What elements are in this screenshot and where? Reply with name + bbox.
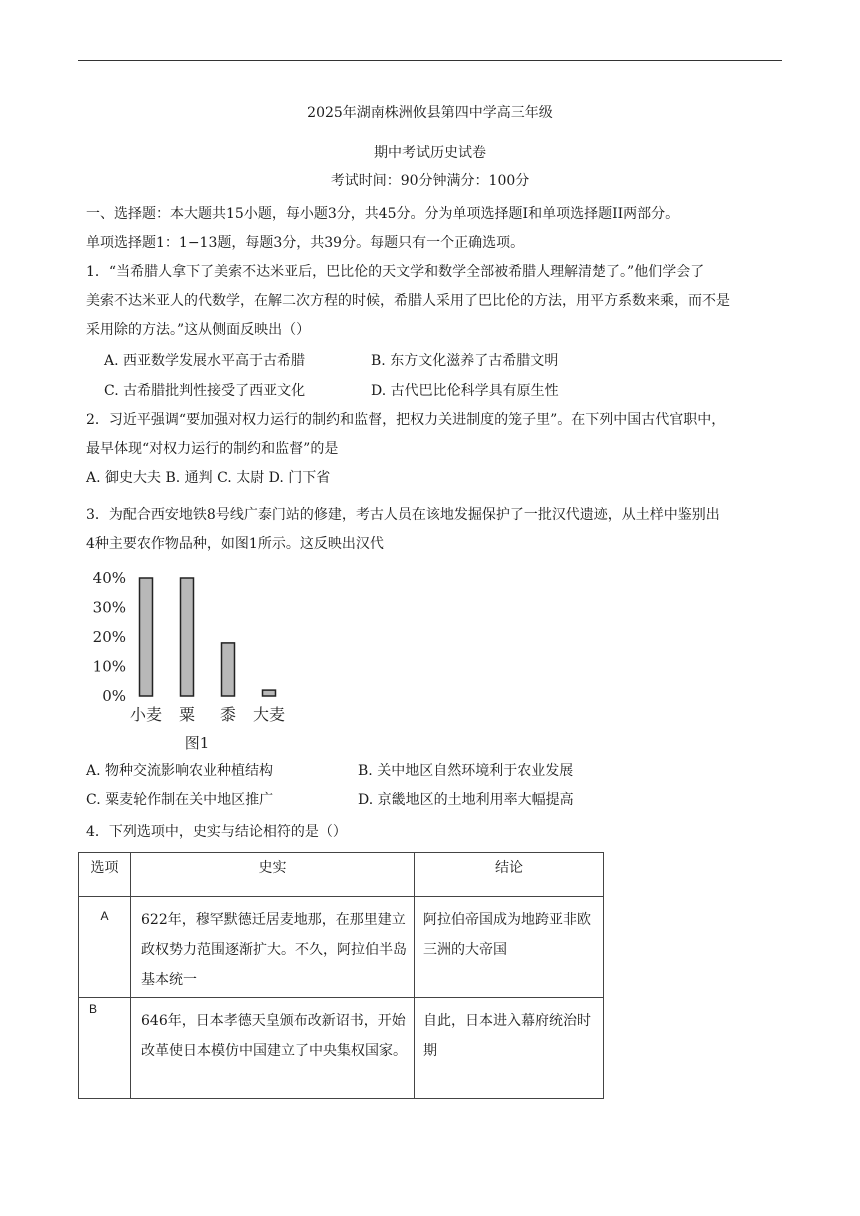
y-tick-label: 40% [92, 569, 126, 587]
table-header-row [79, 853, 604, 897]
q1-stem-line-2: 美索不达米亚人的代数学，在解二次方程的时候，希腊人采用了巴比伦的方法，用平方系数来乘，而不是 [86, 293, 730, 309]
q3-stem-line-1: 3．为配合西安地铁8号线广泰门站的修建，考古人员在该地发掘保护了一批汉代遗迹，从土样中鉴别出 [86, 507, 720, 523]
table-row [79, 897, 604, 998]
q2-stem-line-1: 2．习近平强调“要加强对权力运行的制约和监督，把权力关进制度的笼子里”。在下列中国古代官职中， [86, 412, 726, 428]
x-category-label: 黍 [219, 705, 237, 724]
y-tick-label: 0% [102, 687, 126, 705]
row-b-option: B [79, 998, 131, 1099]
header-conclusion: 结论 [415, 853, 604, 897]
q1-option-a[interactable]: A. 西亚数学发展水平高于古希腊 [104, 353, 306, 369]
q4-table [78, 852, 604, 1099]
exam-time-info: 考试时间：90分钟满分：100分 [330, 173, 530, 189]
x-category-label: 粟 [178, 705, 196, 724]
q3-stem-line-2: 4种主要农作物品种，如图1所示。这反映出汉代 [86, 536, 384, 552]
exam-title: 2025年湖南株洲攸县第四中学高三年级 [307, 105, 553, 121]
section-intro: 一、选择题：本大题共15小题，每小题3分，共45分。分为单项选择题I和单项选择题II两部分。 [86, 206, 680, 222]
q2-options[interactable]: A. 御史大夫 B. 通判 C. 太尉 D. 门下省 [86, 470, 331, 486]
q2-stem-line-2: 最早体现“对权力运行的制约和监督”的是 [86, 441, 339, 457]
q3-option-d[interactable]: D. 京畿地区的土地利用率大幅提高 [358, 792, 574, 808]
y-tick-label: 10% [92, 657, 126, 676]
bar-2 [222, 643, 235, 696]
q3-option-b[interactable]: B. 关中地区自然环境利于农业发展 [358, 763, 574, 779]
bar-0 [140, 578, 153, 696]
y-tick-label: 20% [92, 628, 126, 646]
q1-option-c[interactable]: C. 古希腊批判性接受了西亚文化 [104, 383, 306, 399]
q3-option-a[interactable]: A. 物种交流影响农业种植结构 [86, 763, 274, 779]
row-a-conclusion: 阿拉伯帝国成为地跨亚非欧三洲的大帝国 [415, 897, 604, 998]
y-tick-label: 30% [92, 598, 126, 617]
bar-1 [181, 578, 194, 696]
x-category-label: 小麦 [129, 705, 163, 724]
header-option: 选项 [79, 853, 131, 897]
x-category-label: 大麦 [252, 705, 286, 724]
q4-stem: 4．下列选项中，史实与结论相符的是（） [86, 824, 347, 840]
header-fact: 史实 [131, 853, 415, 897]
top-rule [78, 60, 782, 61]
row-a-option: A [79, 897, 131, 998]
table-row [79, 998, 604, 1099]
row-b-conclusion: 自此，日本进入幕府统治时期 [415, 998, 604, 1099]
figure-caption: 图1 [184, 734, 210, 752]
q1-option-b[interactable]: B. 东方文化滋养了古希腊文明 [371, 353, 559, 369]
exam-subtitle: 期中考试历史试卷 [374, 145, 486, 161]
row-b-fact: 646年，日本孝德天皇颁布改新诏书，开始改革使日本模仿中国建立了中央集权国家。 [131, 998, 415, 1099]
figure-1-bar-chart [84, 562, 304, 762]
q1-option-d[interactable]: D. 古代巴比伦科学具有原生性 [371, 383, 559, 399]
q1-stem-line-3: 采用除的方法。”这从侧面反映出（） [86, 322, 311, 338]
part1-intro: 单项选择题1：1−13题，每题3分，共39分。每题只有一个正确选项。 [86, 235, 525, 251]
q1-stem-line-1: 1．“当希腊人拿下了美索不达米亚后，巴比伦的天文学和数学全部被希腊人理解清楚了。”他们学会了 [86, 264, 705, 280]
q3-option-c[interactable]: C. 粟麦轮作制在关中地区推广 [86, 792, 274, 808]
bar-3 [263, 690, 276, 696]
row-a-fact: 622年，穆罕默德迁居麦地那，在那里建立政权势力范围逐渐扩大。不久，阿拉伯半岛基本统一 [131, 897, 415, 998]
